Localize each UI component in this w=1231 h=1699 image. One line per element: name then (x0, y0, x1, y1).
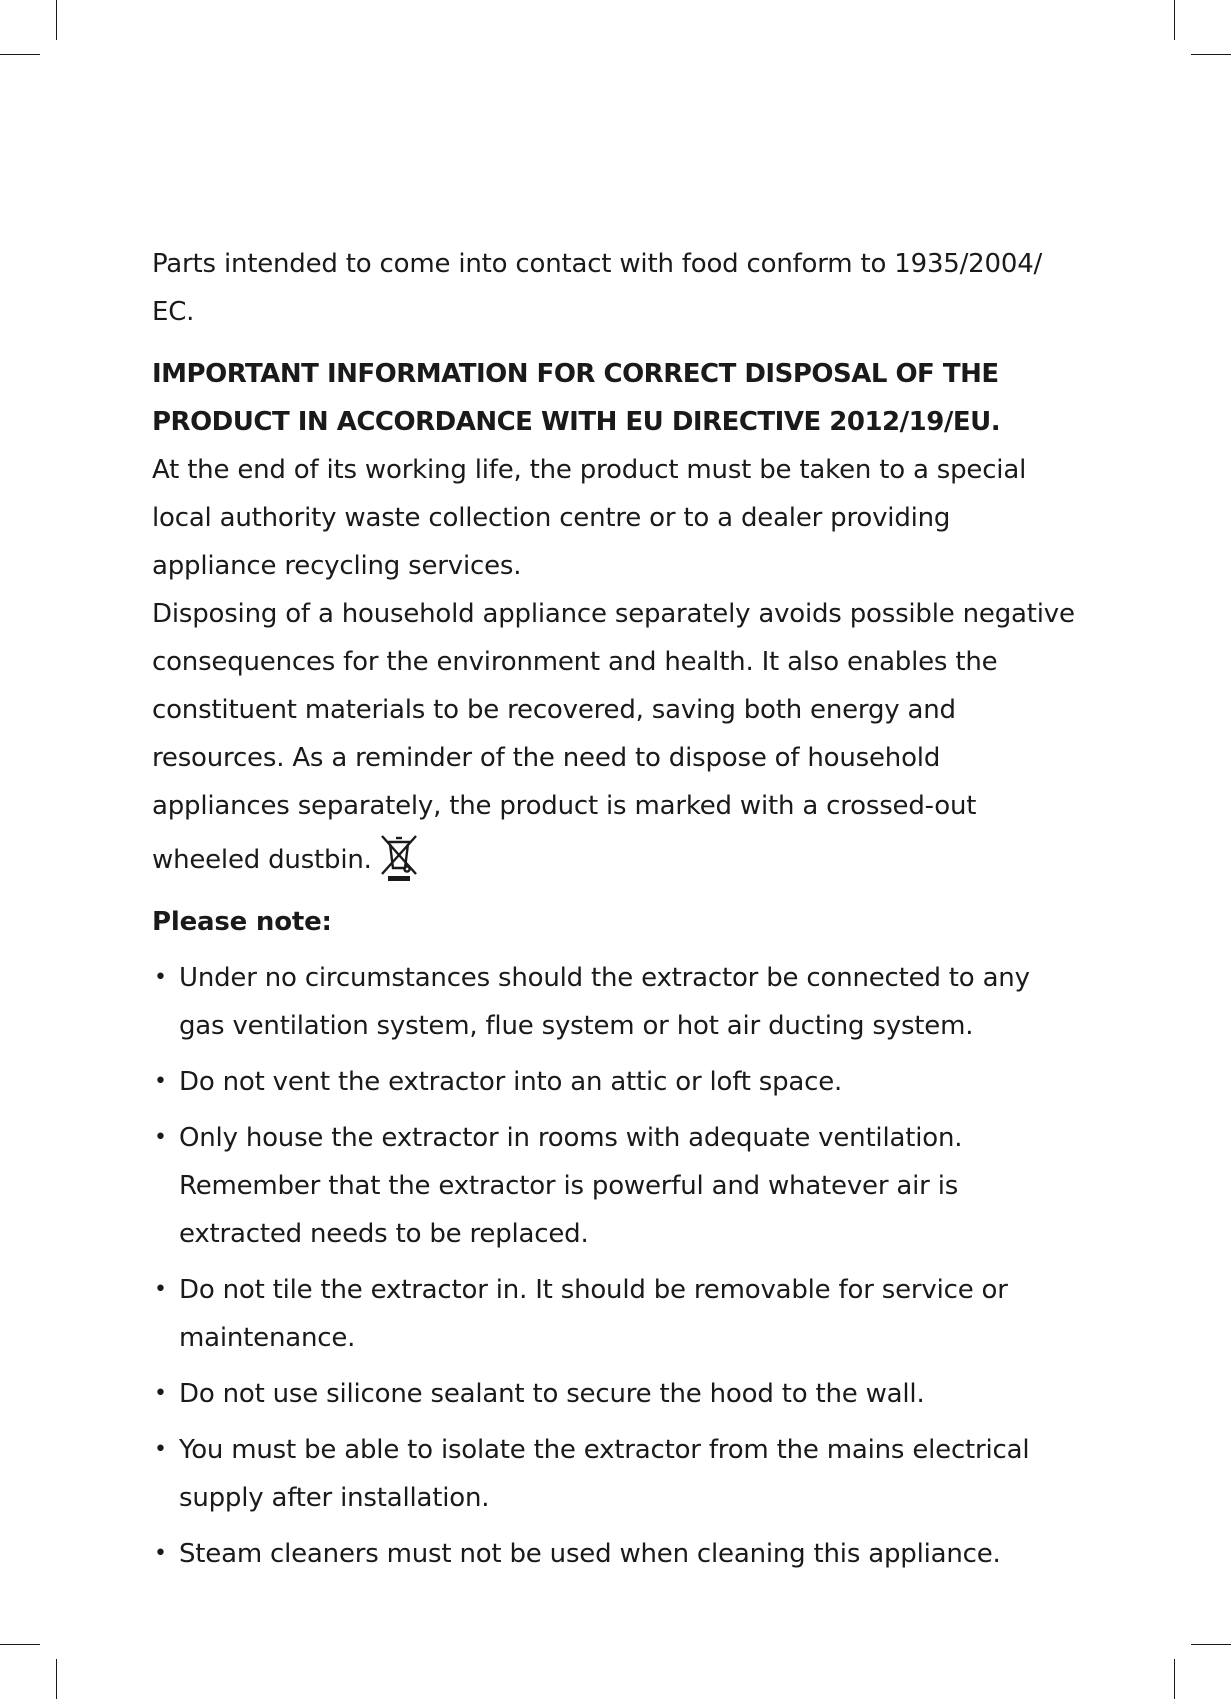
disposal-heading: IMPORTANT INFORMATION FOR CORRECT DISPOSAL OF THE PRODUCT IN ACCORDANCE WITH EU DIRECTIVE 2012/19/EU. (152, 359, 1001, 437)
bullet-icon: • (154, 965, 167, 990)
list-item (152, 1114, 1082, 1258)
list-item-text: Do not tile the extractor in. It should be removable for service or maintenance. (179, 1275, 1008, 1353)
crop-mark-top-left-h (0, 54, 40, 55)
list-item-text: Only house the extractor in rooms with adequate ventilation. Remember that the extractor is powerful and whatever air is extracted needs to be replaced. (179, 1123, 963, 1249)
list-item (152, 1266, 1082, 1362)
bullet-icon: • (154, 1069, 167, 1094)
crop-mark-top-right-v (1174, 0, 1175, 40)
crossed-out-wheeled-bin-icon (378, 830, 420, 882)
list-item-text: Steam cleaners must not be used when cleaning this appliance. (179, 1539, 1001, 1569)
list-item (152, 954, 1082, 1050)
bullet-icon: • (154, 1381, 167, 1406)
list-item (152, 1058, 1082, 1106)
list-item (152, 1426, 1082, 1522)
list-item-text: Under no circumstances should the extractor be connected to any gas ventilation system, flue system or hot air ducting system. (179, 963, 1030, 1041)
list-item-text: Do not use silicone sealant to secure the hood to the wall. (179, 1379, 925, 1409)
separate-disposal-text: Disposing of a household appliance separately avoids possible negative consequences for the environment and health. It also enables the constituent materials to be recovered, saving both energy and resources. As a reminder of the need to dispose of household appliances separately, the product is marked with a crossed-out wheeled dustbin. (152, 599, 1075, 875)
list-item-text: Do not vent the extractor into an attic or loft space. (179, 1067, 843, 1097)
bullet-icon: • (154, 1437, 167, 1462)
crop-mark-bottom-right-h (1191, 1644, 1231, 1645)
disposal-section (152, 350, 1082, 590)
bullet-icon: • (154, 1277, 167, 1302)
bullet-icon: • (154, 1125, 167, 1150)
crop-mark-top-right-h (1191, 54, 1231, 55)
crop-mark-bottom-right-v (1174, 1659, 1175, 1699)
separate-disposal-paragraph (152, 590, 1082, 884)
disposal-paragraph: At the end of its working life, the product must be taken to a special local authority waste collection centre or to a dealer providing appliance recycling services. (152, 455, 1027, 581)
list-item (152, 1370, 1082, 1418)
document-body (152, 240, 1082, 1578)
list-item-text: You must be able to isolate the extractor from the mains electrical supply after installation. (179, 1435, 1030, 1513)
crop-mark-top-left-v (56, 0, 57, 40)
intro-paragraph: Parts intended to come into contact with food conform to 1935/2004/ EC. (152, 249, 1043, 327)
list-item (152, 1530, 1082, 1578)
bullet-icon: • (154, 1541, 167, 1566)
crop-mark-bottom-left-h (0, 1644, 40, 1645)
crop-mark-bottom-left-v (56, 1659, 57, 1699)
please-note-title: Please note: (152, 907, 332, 937)
note-list (152, 954, 1082, 1578)
